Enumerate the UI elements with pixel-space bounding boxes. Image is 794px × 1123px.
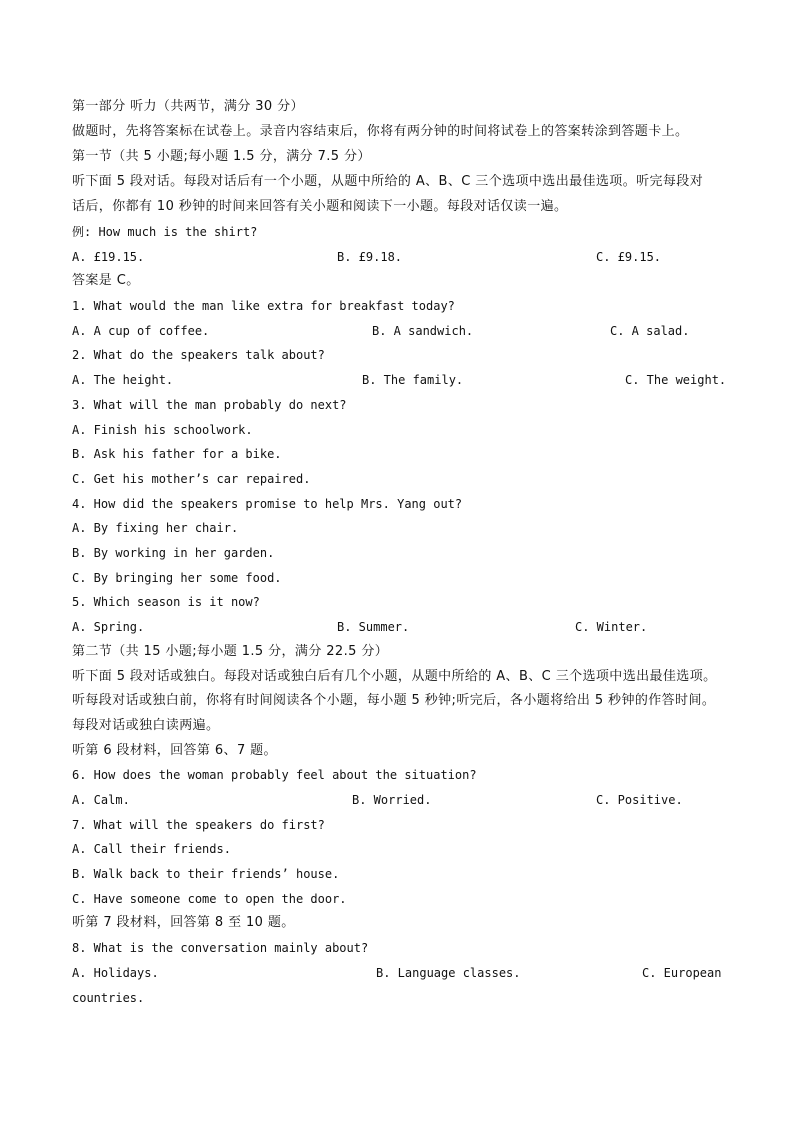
section2-title: 第二节（共 15 小题;每小题 1.5 分，满分 22.5 分） bbox=[72, 644, 389, 659]
q8-option-c: C. European bbox=[642, 966, 722, 980]
section1-instruction-line1: 听下面 5 段对话。每段对话后有一个小题，从题中所给的 A、B、C 三个选项中选出最佳选项。听完每段对 bbox=[72, 174, 704, 189]
q8-option-b: B. Language classes. bbox=[376, 966, 521, 980]
material-6-heading: 听第 6 段材料，回答第 6、7 题。 bbox=[72, 743, 277, 758]
q2-option-c: C. The weight. bbox=[625, 373, 727, 387]
q7-option-b: B. Walk back to their friends’ house. bbox=[72, 867, 340, 881]
q5-option-a: A. Spring. bbox=[72, 620, 145, 634]
material-7-heading: 听第 7 段材料，回答第 8 至 10 题。 bbox=[72, 915, 295, 930]
q8-option-a: A. Holidays. bbox=[72, 966, 159, 980]
q3-option-a: A. Finish his schoolwork. bbox=[72, 423, 253, 437]
question-8: 8. What is the conversation mainly about? bbox=[72, 941, 369, 955]
q2-option-b: B. The family. bbox=[362, 373, 464, 387]
question-2: 2. What do the speakers talk about? bbox=[72, 348, 325, 362]
section2-instruction-line3: 每段对话或独白读两遍。 bbox=[72, 718, 220, 733]
q2-option-a: A. The height. bbox=[72, 373, 174, 387]
question-6: 6. How does the woman probably feel about the situation? bbox=[72, 768, 477, 782]
example-question: 例: How much is the shirt? bbox=[72, 225, 258, 239]
q1-option-a: A. A cup of coffee. bbox=[72, 324, 210, 338]
q7-option-a: A. Call their friends. bbox=[72, 842, 231, 856]
q4-option-c: C. By bringing her some food. bbox=[72, 571, 282, 585]
q7-option-c: C. Have someone come to open the door. bbox=[72, 892, 347, 906]
part1-intro: 做题时，先将答案标在试卷上。录音内容结束后，你将有两分钟的时间将试卷上的答案转涂到答题卡上。 bbox=[72, 124, 689, 139]
q6-option-c: C. Positive. bbox=[596, 793, 683, 807]
question-4: 4. How did the speakers promise to help Mrs. Yang out? bbox=[72, 497, 463, 511]
question-3: 3. What will the man probably do next? bbox=[72, 398, 347, 412]
section2-instruction-line2: 听每段对话或独白前，你将有时间阅读各个小题，每小题 5 秒钟;听完后，各小题将给出 5 秒钟的作答时间。 bbox=[72, 693, 716, 708]
question-7: 7. What will the speakers do first? bbox=[72, 818, 325, 832]
q4-option-a: A. By fixing her chair. bbox=[72, 521, 239, 535]
example-option-c: C. £9.15. bbox=[596, 250, 662, 264]
section1-title: 第一节（共 5 小题;每小题 1.5 分，满分 7.5 分） bbox=[72, 149, 371, 164]
question-1: 1. What would the man like extra for breakfast today? bbox=[72, 299, 455, 313]
q6-option-b: B. Worried. bbox=[352, 793, 432, 807]
q4-option-b: B. By working in her garden. bbox=[72, 546, 275, 560]
q1-option-c: C. A salad. bbox=[610, 324, 690, 338]
section2-instruction-line1: 听下面 5 段对话或独白。每段对话或独白后有几个小题，从题中所给的 A、B、C 三个选项中选出最佳选项。 bbox=[72, 669, 717, 684]
q8-option-c-continued: countries. bbox=[72, 991, 145, 1005]
q5-option-b: B. Summer. bbox=[337, 620, 410, 634]
section1-instruction-line2: 话后，你都有 10 秒钟的时间来回答有关小题和阅读下一小题。每段对话仅读一遍。 bbox=[72, 199, 568, 214]
q5-option-c: C. Winter. bbox=[575, 620, 648, 634]
q6-option-a: A. Calm. bbox=[72, 793, 130, 807]
part1-title: 第一部分 听力（共两节，满分 30 分） bbox=[72, 99, 304, 114]
q3-option-c: C. Get his mother’s car repaired. bbox=[72, 472, 311, 486]
q3-option-b: B. Ask his father for a bike. bbox=[72, 447, 282, 461]
example-option-b: B. £9.18. bbox=[337, 250, 403, 264]
example-option-a: A. £19.15. bbox=[72, 250, 145, 264]
question-5: 5. Which season is it now? bbox=[72, 595, 260, 609]
example-answer: 答案是 C。 bbox=[72, 273, 140, 288]
q1-option-b: B. A sandwich. bbox=[372, 324, 474, 338]
